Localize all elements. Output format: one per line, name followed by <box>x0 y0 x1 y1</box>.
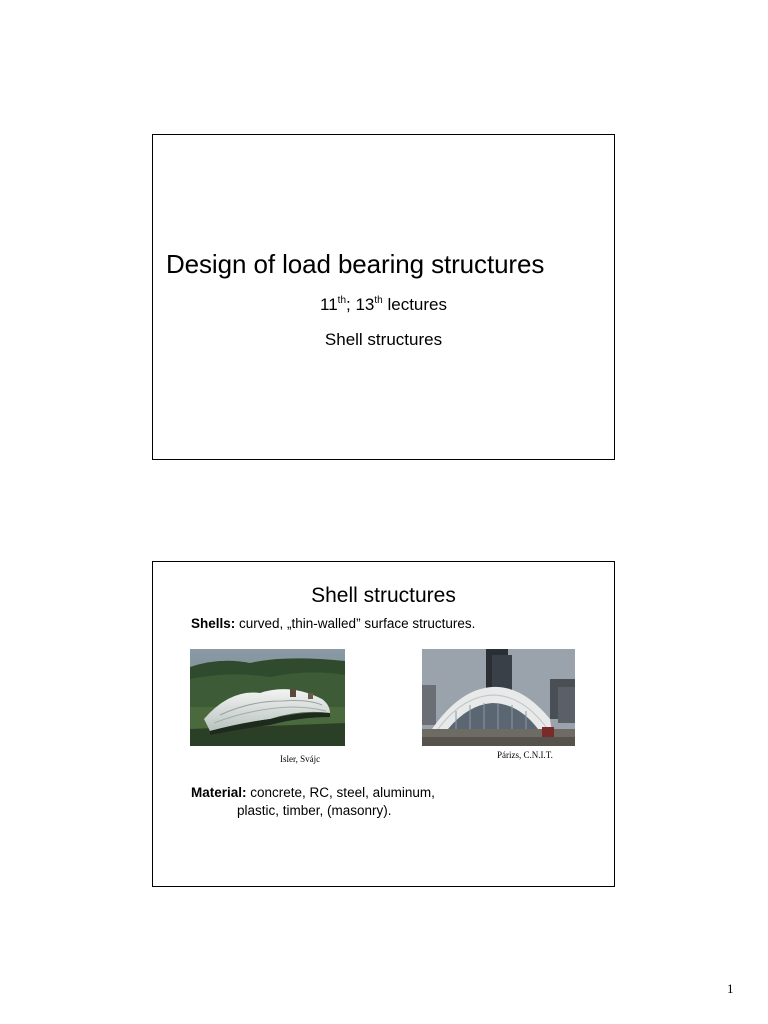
page-number: 1 <box>727 981 734 996</box>
photo-isler-shell <box>190 649 345 746</box>
shells-text: curved, „thin-walled” surface structures. <box>235 616 476 631</box>
slide-title-subtitle: Shell structures <box>324 330 443 349</box>
lecture-num-1: 11 <box>320 295 338 314</box>
material-line-2: plastic, timber, (masonry). <box>237 803 392 818</box>
material-label: Material: <box>191 785 247 800</box>
lecture-sup-1: th <box>337 295 347 306</box>
lecture-num-2: 13 <box>355 295 375 314</box>
shells-label: Shells: <box>191 616 236 631</box>
lecture-sup-2: th <box>374 295 383 306</box>
lecture-word: lectures <box>382 295 447 314</box>
photo-caption-isler: Isler, Svájc <box>280 754 321 764</box>
photo-caption-cnit: Párizs, C.N.I.T. <box>497 750 553 760</box>
lecture-numbers <box>153 295 614 315</box>
slide-title <box>152 134 615 460</box>
slide-title-heading: Design of load bearing structures <box>166 249 545 279</box>
slide-shell-structures <box>152 561 615 887</box>
material-line-1: concrete, RC, steel, aluminum, <box>246 785 435 800</box>
photo-cnit-paris <box>422 649 575 746</box>
slide-heading: Shell structures <box>311 584 456 607</box>
lecture-separator: ; <box>346 295 356 314</box>
shells-definition <box>191 616 475 631</box>
material-list <box>191 784 435 820</box>
